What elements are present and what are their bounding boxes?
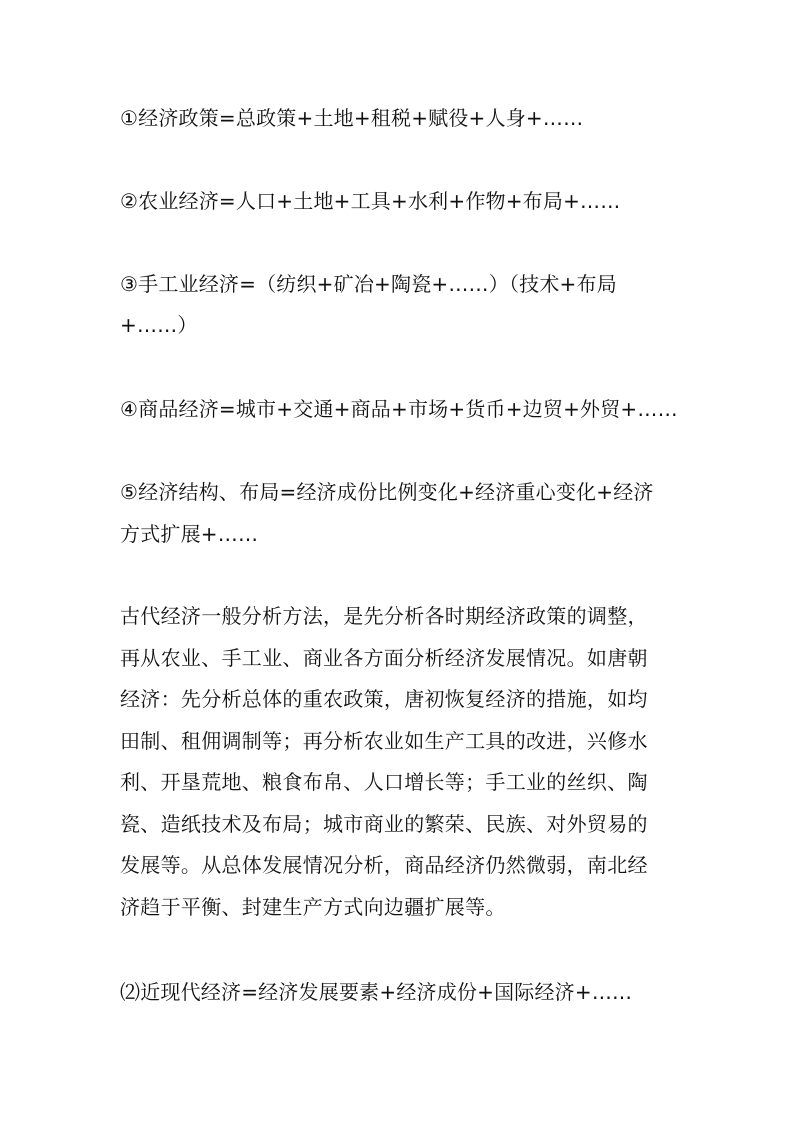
ancient-economy-analysis-paragraph: [120, 596, 680, 928]
formula-handicraft-economy-line1: ③手工业经济=（纺织+矿冶+陶瓷+……）（技术+布局: [120, 272, 617, 296]
paragraph-line: 田制、租佣调制等；再分析农业如生产工具的改进，兴修水: [120, 728, 648, 753]
formula-economic-structure-line2: 方式扩展+……: [120, 522, 259, 546]
formula-economic-policy: ①经济政策=总政策+土地+租税+赋役+人身+……: [120, 106, 584, 130]
paragraph-line: 瓷、造纸技术及布局；城市商业的繁荣、民族、对外贸易的: [120, 811, 648, 836]
formula-modern-economy: ⑵近现代经济=经济发展要素+经济成份+国际经济+……: [120, 980, 633, 1004]
paragraph-line: 济趋于平衡、封建生产方式向边疆扩展等。: [120, 894, 506, 919]
paragraph-line: 利、开垦荒地、粮食布帛、人口增长等；手工业的丝织、陶: [120, 770, 648, 794]
paragraph-line: 发展等。从总体发展情况分析，商品经济仍然微弱，南北经: [120, 853, 648, 877]
paragraph-line: 古代经济一般分析方法，是先分析各时期经济政策的调整，: [120, 604, 648, 628]
formula-commodity-economy: ④商品经济=城市+交通+商品+市场+货币+边贸+外贸+……: [120, 397, 678, 421]
formula-agricultural-economy: ②农业经济=人口+土地+工具+水利+作物+布局+……: [120, 189, 621, 213]
formula-handicraft-economy-line2: +……）: [120, 313, 198, 337]
paragraph-line: 经济：先分析总体的重农政策，唐初恢复经济的措施，如均: [120, 687, 648, 711]
formula-economic-structure-line1: ⑤经济结构、布局=经济成份比例变化+经济重心变化+经济: [120, 480, 654, 504]
paragraph-line: 再从农业、手工业、商业各方面分析经济发展情况。如唐朝: [120, 645, 648, 670]
